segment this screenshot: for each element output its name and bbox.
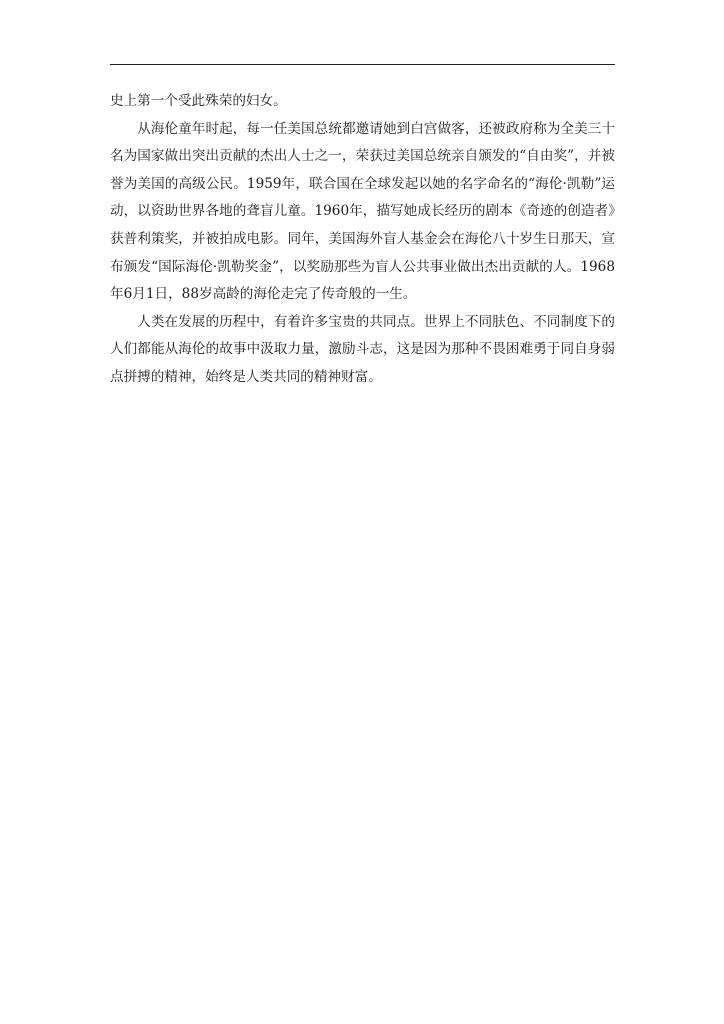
paragraph-continuation: 史上第一个受此殊荣的妇女。 [110, 93, 287, 109]
body-text [110, 88, 615, 392]
paragraph-shared-spirit: 人类在发展的历程中，有着许多宝贵的共同点。世界上不同肤色、不同制度下的人们都能从海伦的故事中汲取力量，激励斗志，这是因为那种不畏困难勇于同自身弱点拼搏的精神，始终是人类共同的精神财富。 [110, 313, 615, 385]
header-rule [110, 64, 615, 65]
paragraph-helen-honors: 从海伦童年时起，每一任美国总统都邀请她到白宫做客，还被政府称为全美三十名为国家做出突出贡献的杰出人士之一，荣获过美国总统亲自颁发的“自由奖”，并被誉为美国的高级公民。1959年，联合国在全球发起以她的名字命名的“海伦·凯勒”运动，以资助世界各地的聋盲儿童。1960年，描写她成长经历的剧本《奇迹的创造者》获普利策奖，并被拍成电影。同年，美国海外盲人基金会在海伦八十岁生日那天，宣布颁发“国际海伦·凯勒奖金”，以奖励那些为盲人公共事业做出杰出贡献的人。1968年6月1日，88岁高龄的海伦走完了传奇般的一生。 [110, 120, 615, 303]
